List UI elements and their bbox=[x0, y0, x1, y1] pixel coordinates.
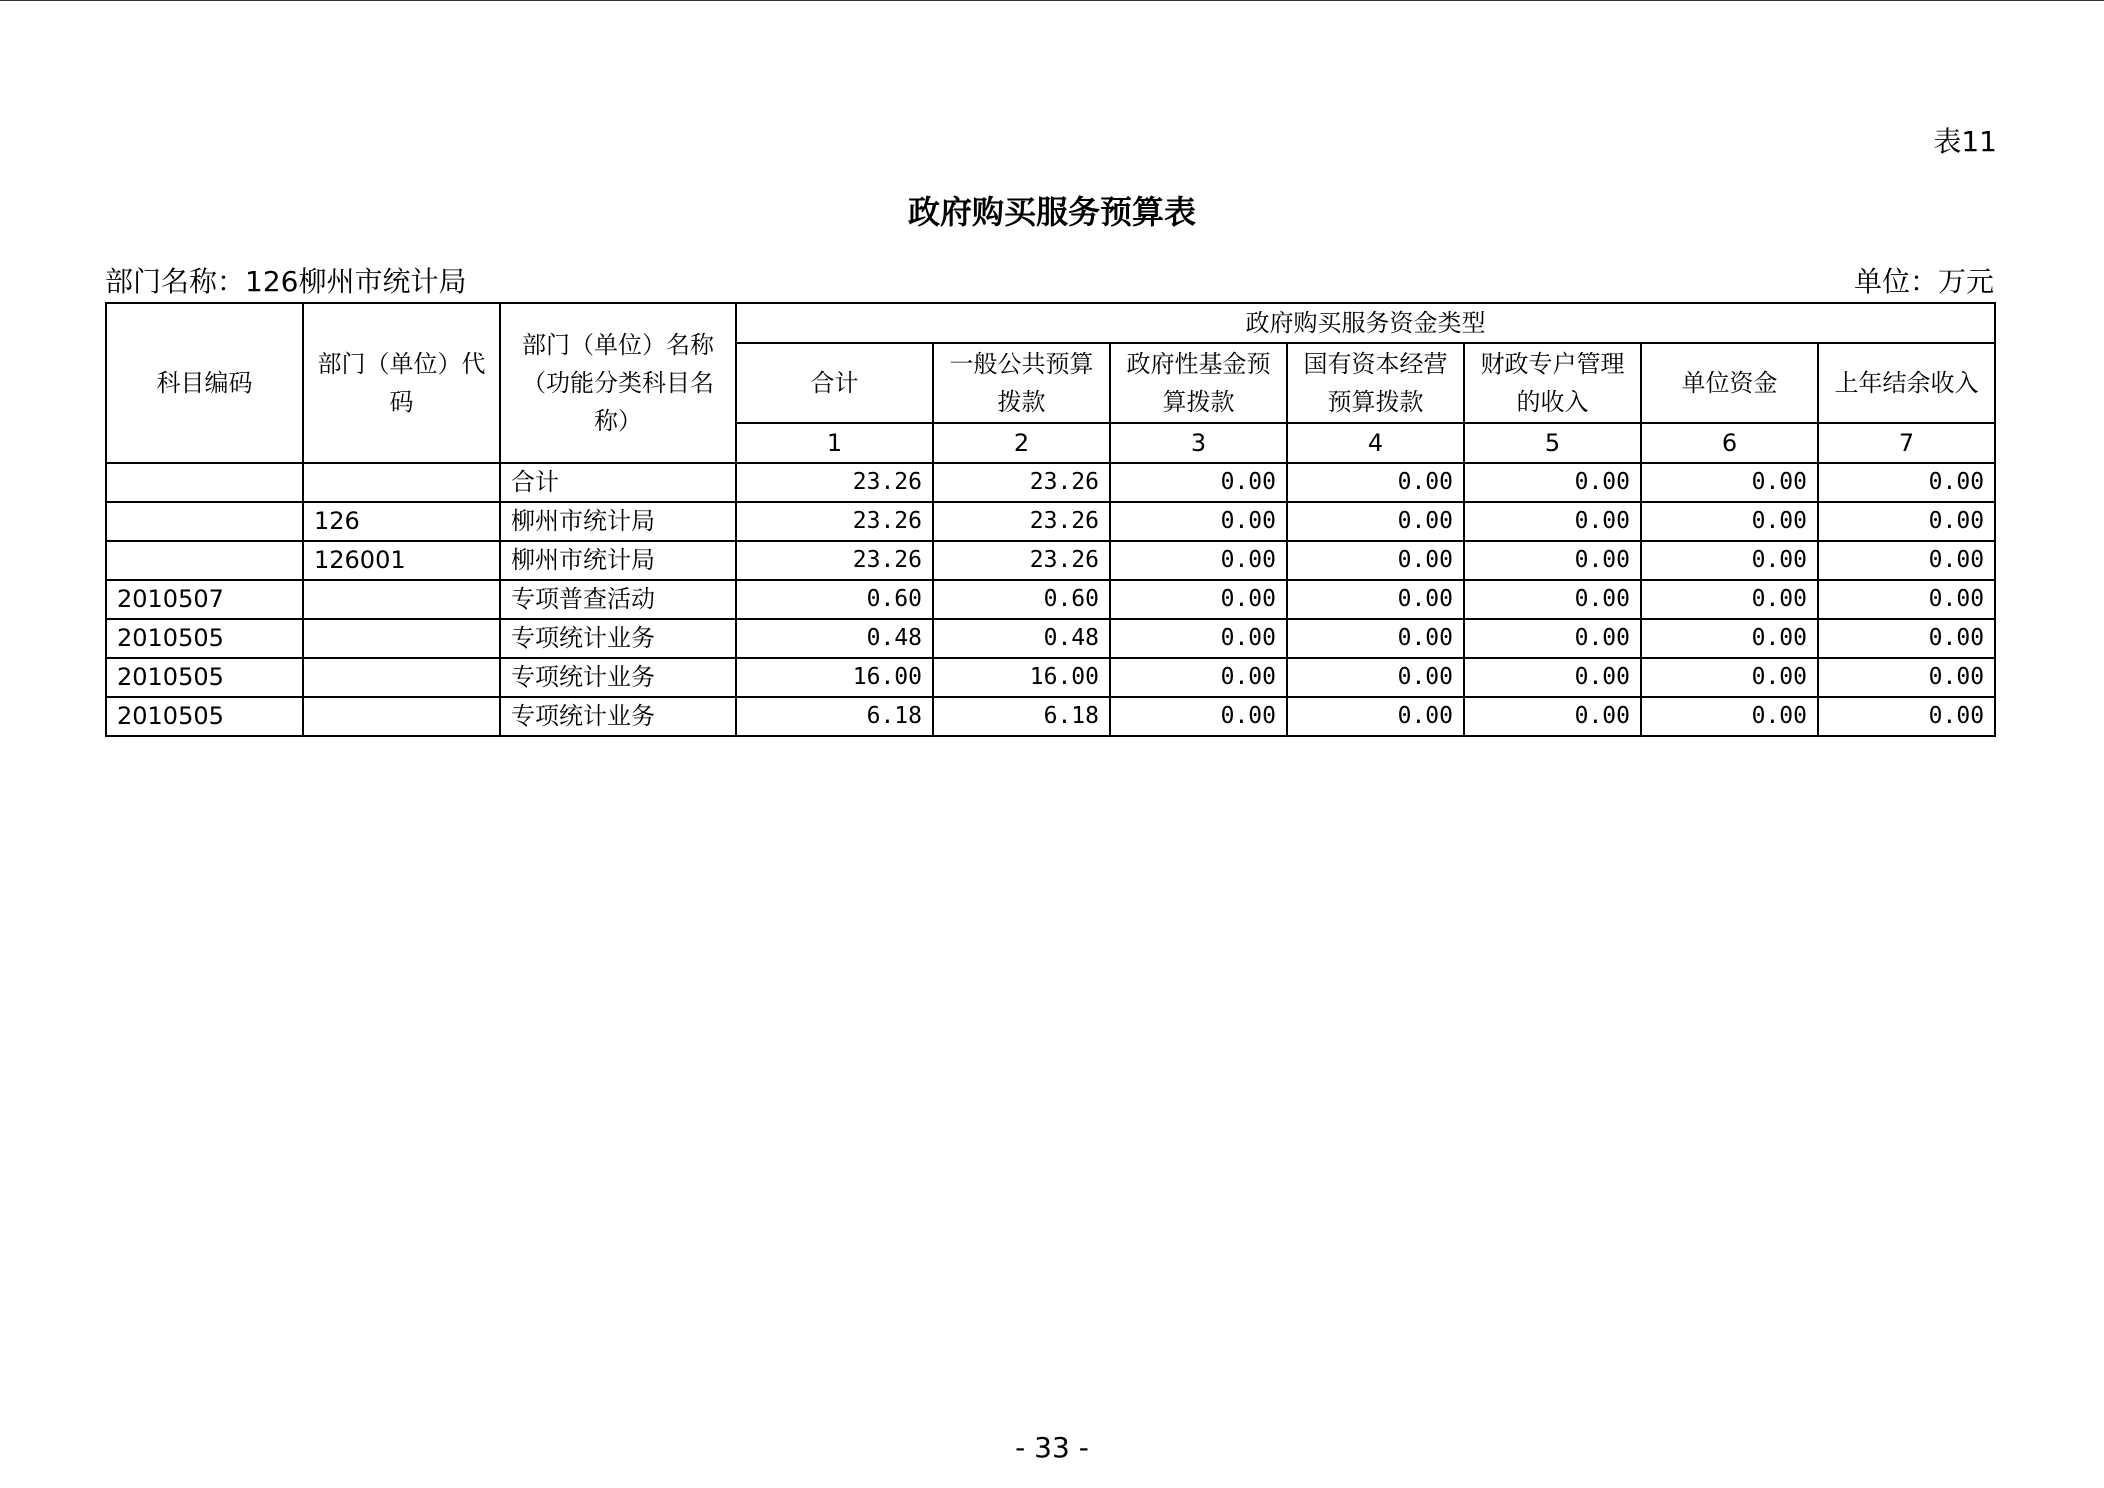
cell-dept-name: 专项普查活动 bbox=[500, 580, 736, 619]
cell-dept-name: 柳州市统计局 bbox=[500, 502, 736, 541]
cell-amount: 0.00 bbox=[1818, 580, 1995, 619]
table-row bbox=[106, 619, 1995, 658]
cell-dept-code: 126 bbox=[303, 502, 500, 541]
cell-subject-code: 2010507 bbox=[106, 580, 303, 619]
cell-amount: 0.00 bbox=[1464, 502, 1641, 541]
header-col-prior-balance: 上年结余收入 bbox=[1818, 343, 1995, 423]
cell-amount: 0.00 bbox=[1464, 541, 1641, 580]
unit-label: 单位：万元 bbox=[1853, 265, 1994, 298]
col-number: 6 bbox=[1641, 423, 1818, 463]
cell-amount: 0.00 bbox=[1818, 502, 1995, 541]
cell-amount: 0.00 bbox=[1464, 580, 1641, 619]
cell-amount: 0.00 bbox=[1818, 541, 1995, 580]
cell-amount: 23.26 bbox=[736, 463, 933, 502]
cell-amount: 0.00 bbox=[1287, 580, 1464, 619]
cell-amount: 0.00 bbox=[1110, 658, 1287, 697]
header-dept-name: 部门（单位）名称（功能分类科目名称） bbox=[500, 303, 736, 463]
cell-dept-name: 专项统计业务 bbox=[500, 658, 736, 697]
col-number: 5 bbox=[1464, 423, 1641, 463]
cell-amount: 0.60 bbox=[736, 580, 933, 619]
col-number: 4 bbox=[1287, 423, 1464, 463]
header-dept-code: 部门（单位）代码 bbox=[303, 303, 500, 463]
cell-dept-code bbox=[303, 619, 500, 658]
header-col-total: 合计 bbox=[736, 343, 933, 423]
cell-amount: 0.00 bbox=[1818, 619, 1995, 658]
cell-dept-code bbox=[303, 697, 500, 736]
cell-dept-code bbox=[303, 658, 500, 697]
cell-subject-code: 2010505 bbox=[106, 697, 303, 736]
cell-amount: 23.26 bbox=[736, 541, 933, 580]
cell-amount: 0.00 bbox=[1818, 463, 1995, 502]
cell-amount: 0.48 bbox=[933, 619, 1110, 658]
cell-dept-code: 126001 bbox=[303, 541, 500, 580]
cell-amount: 0.00 bbox=[1287, 697, 1464, 736]
table-row bbox=[106, 541, 1995, 580]
cell-amount: 0.00 bbox=[1287, 658, 1464, 697]
cell-amount: 0.00 bbox=[1287, 619, 1464, 658]
cell-amount: 0.00 bbox=[1287, 463, 1464, 502]
cell-amount: 0.00 bbox=[1110, 580, 1287, 619]
cell-subject-code bbox=[106, 541, 303, 580]
cell-amount: 0.00 bbox=[1464, 619, 1641, 658]
header-col-gov-fund: 政府性基金预算拨款 bbox=[1110, 343, 1287, 423]
header-col-general-budget: 一般公共预算拨款 bbox=[933, 343, 1110, 423]
col-number: 2 bbox=[933, 423, 1110, 463]
header-subject-code: 科目编码 bbox=[106, 303, 303, 463]
col-number: 7 bbox=[1818, 423, 1995, 463]
cell-amount: 0.48 bbox=[736, 619, 933, 658]
header-col-unit-funds: 单位资金 bbox=[1641, 343, 1818, 423]
cell-dept-name: 专项统计业务 bbox=[500, 697, 736, 736]
cell-amount: 0.00 bbox=[1818, 658, 1995, 697]
table-body bbox=[106, 463, 1995, 736]
table-row bbox=[106, 502, 1995, 541]
cell-dept-name: 专项统计业务 bbox=[500, 619, 736, 658]
cell-amount: 6.18 bbox=[933, 697, 1110, 736]
cell-amount: 6.18 bbox=[736, 697, 933, 736]
cell-amount: 0.00 bbox=[1110, 463, 1287, 502]
cell-amount: 0.00 bbox=[1464, 463, 1641, 502]
cell-amount: 0.00 bbox=[1641, 463, 1818, 502]
cell-amount: 0.00 bbox=[1641, 658, 1818, 697]
cell-amount: 0.00 bbox=[1641, 541, 1818, 580]
cell-amount: 0.00 bbox=[1641, 580, 1818, 619]
cell-amount: 0.00 bbox=[1287, 502, 1464, 541]
cell-amount: 23.26 bbox=[933, 463, 1110, 502]
department-label: 部门名称：126柳州市统计局 bbox=[105, 265, 467, 298]
cell-subject-code bbox=[106, 463, 303, 502]
cell-amount: 0.00 bbox=[1110, 502, 1287, 541]
cell-amount: 23.26 bbox=[736, 502, 933, 541]
cell-amount: 0.00 bbox=[1464, 697, 1641, 736]
table-row bbox=[106, 697, 1995, 736]
cell-amount: 0.00 bbox=[1818, 697, 1995, 736]
cell-dept-code bbox=[303, 463, 500, 502]
cell-amount: 16.00 bbox=[933, 658, 1110, 697]
page-number: - 33 - bbox=[1015, 1431, 1089, 1464]
cell-amount: 0.00 bbox=[1110, 697, 1287, 736]
cell-amount: 23.26 bbox=[933, 502, 1110, 541]
table-row bbox=[106, 580, 1995, 619]
cell-dept-name: 柳州市统计局 bbox=[500, 541, 736, 580]
cell-amount: 0.00 bbox=[1110, 619, 1287, 658]
cell-amount: 0.60 bbox=[933, 580, 1110, 619]
cell-amount: 0.00 bbox=[1641, 697, 1818, 736]
cell-subject-code: 2010505 bbox=[106, 658, 303, 697]
col-number: 1 bbox=[736, 423, 933, 463]
cell-subject-code bbox=[106, 502, 303, 541]
header-col-state-capital: 国有资本经营预算拨款 bbox=[1287, 343, 1464, 423]
cell-subject-code: 2010505 bbox=[106, 619, 303, 658]
cell-dept-code bbox=[303, 580, 500, 619]
table-row bbox=[106, 658, 1995, 697]
cell-amount: 0.00 bbox=[1287, 541, 1464, 580]
cell-dept-name: 合计 bbox=[500, 463, 736, 502]
table-number: 表11 bbox=[1933, 125, 1997, 158]
budget-table bbox=[105, 302, 1996, 737]
header-col-special-account: 财政专户管理的收入 bbox=[1464, 343, 1641, 423]
col-number: 3 bbox=[1110, 423, 1287, 463]
cell-amount: 0.00 bbox=[1110, 541, 1287, 580]
cell-amount: 0.00 bbox=[1641, 502, 1818, 541]
top-border-line bbox=[0, 0, 2104, 1]
header-fund-types: 政府购买服务资金类型 bbox=[736, 303, 1995, 343]
cell-amount: 0.00 bbox=[1641, 619, 1818, 658]
cell-amount: 16.00 bbox=[736, 658, 933, 697]
table-header bbox=[106, 303, 1995, 463]
table-row bbox=[106, 463, 1995, 502]
cell-amount: 0.00 bbox=[1464, 658, 1641, 697]
cell-amount: 23.26 bbox=[933, 541, 1110, 580]
page-title: 政府购买服务预算表 bbox=[907, 193, 1196, 231]
